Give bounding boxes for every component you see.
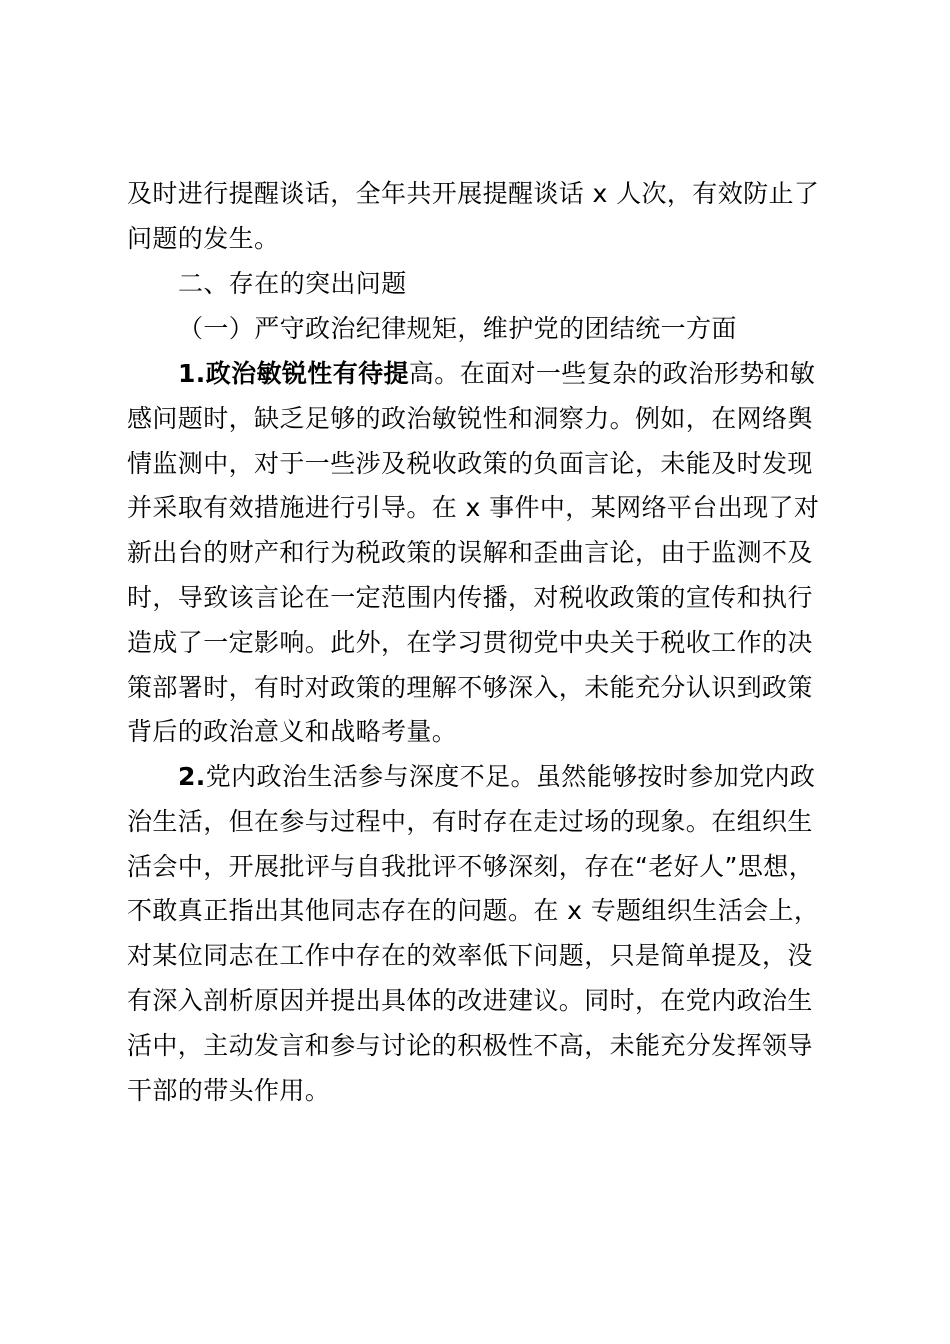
continuation-paragraph: [127, 172, 820, 262]
paragraph-line: 时，导致该言论在一定范围内传播，对税收政策的宣传和执行: [127, 582, 813, 612]
paragraph-line: 治生活，但在参与过程中，有时存在走过场的现象。在组织生: [127, 806, 813, 836]
paragraph-line: 活中，主动发言和参与讨论的积极性不高，未能充分发挥领导: [127, 1030, 813, 1060]
item2-first-line: [127, 755, 820, 800]
paragraph-line: 感问题时，缺乏足够的政治敏锐性和洞察力。例如，在网络舆: [127, 403, 813, 433]
item2-line-text: 党内政治生活参与深度不足。虽然能够按时参加党内政: [205, 762, 816, 791]
item2-paragraph: [127, 755, 820, 1113]
subsection-heading-text: （一）严守政治纪律规矩，维护党的团结统一方面: [178, 314, 737, 343]
item1-paragraph: [127, 352, 820, 755]
item1-line-text: 高。在面对一些复杂的政治形势和敏: [408, 359, 816, 388]
paragraph-line: 活会中，开展批评与自我批评不够深刻，存在“老好人”思想，: [127, 851, 815, 881]
paragraph-line: 背后的政治意义和战略考量。: [127, 717, 458, 747]
paragraph-line: 问题的发生。: [127, 223, 280, 253]
item1-first-line: [127, 352, 820, 397]
section-heading: [127, 262, 820, 307]
paragraph-line: 干部的带头作用。: [127, 1075, 331, 1105]
paragraph-line: 及时进行提醒谈话，全年共开展提醒谈话 x 人次，有效防止了: [127, 179, 820, 208]
item2-bold-lead: 2.: [178, 762, 206, 791]
paragraph-line: 对某位同志在工作中存在的效率低下问题，只是简单提及，没: [127, 941, 813, 971]
paragraph-line: 情监测中，对于一些涉及税收政策的负面言论，未能及时发现: [127, 448, 813, 478]
paragraph-line: 新出台的财产和行为税政策的误解和歪曲言论，由于监测不及: [127, 538, 813, 568]
subsection-heading: [127, 307, 820, 352]
paragraph-line: 不敢真正指出其他同志存在的问题。在 x 专题组织生活会上，: [127, 896, 820, 926]
paragraph-line: 造成了一定影响。此外，在学习贯彻党中央关于税收工作的决: [127, 627, 813, 657]
paragraph-line: 有深入剖析原因并提出具体的改进建议。同时，在党内政治生: [127, 985, 813, 1015]
section-heading-text: 二、存在的突出问题: [178, 269, 407, 298]
paragraph-line: 并采取有效措施进行引导。在 x 事件中，某网络平台出现了对: [127, 493, 820, 523]
paragraph-line: 策部署时，有时对政策的理解不够深入，未能充分认识到政策: [127, 672, 813, 702]
item1-bold-lead: 1.政治敏锐性有待提: [178, 359, 409, 388]
